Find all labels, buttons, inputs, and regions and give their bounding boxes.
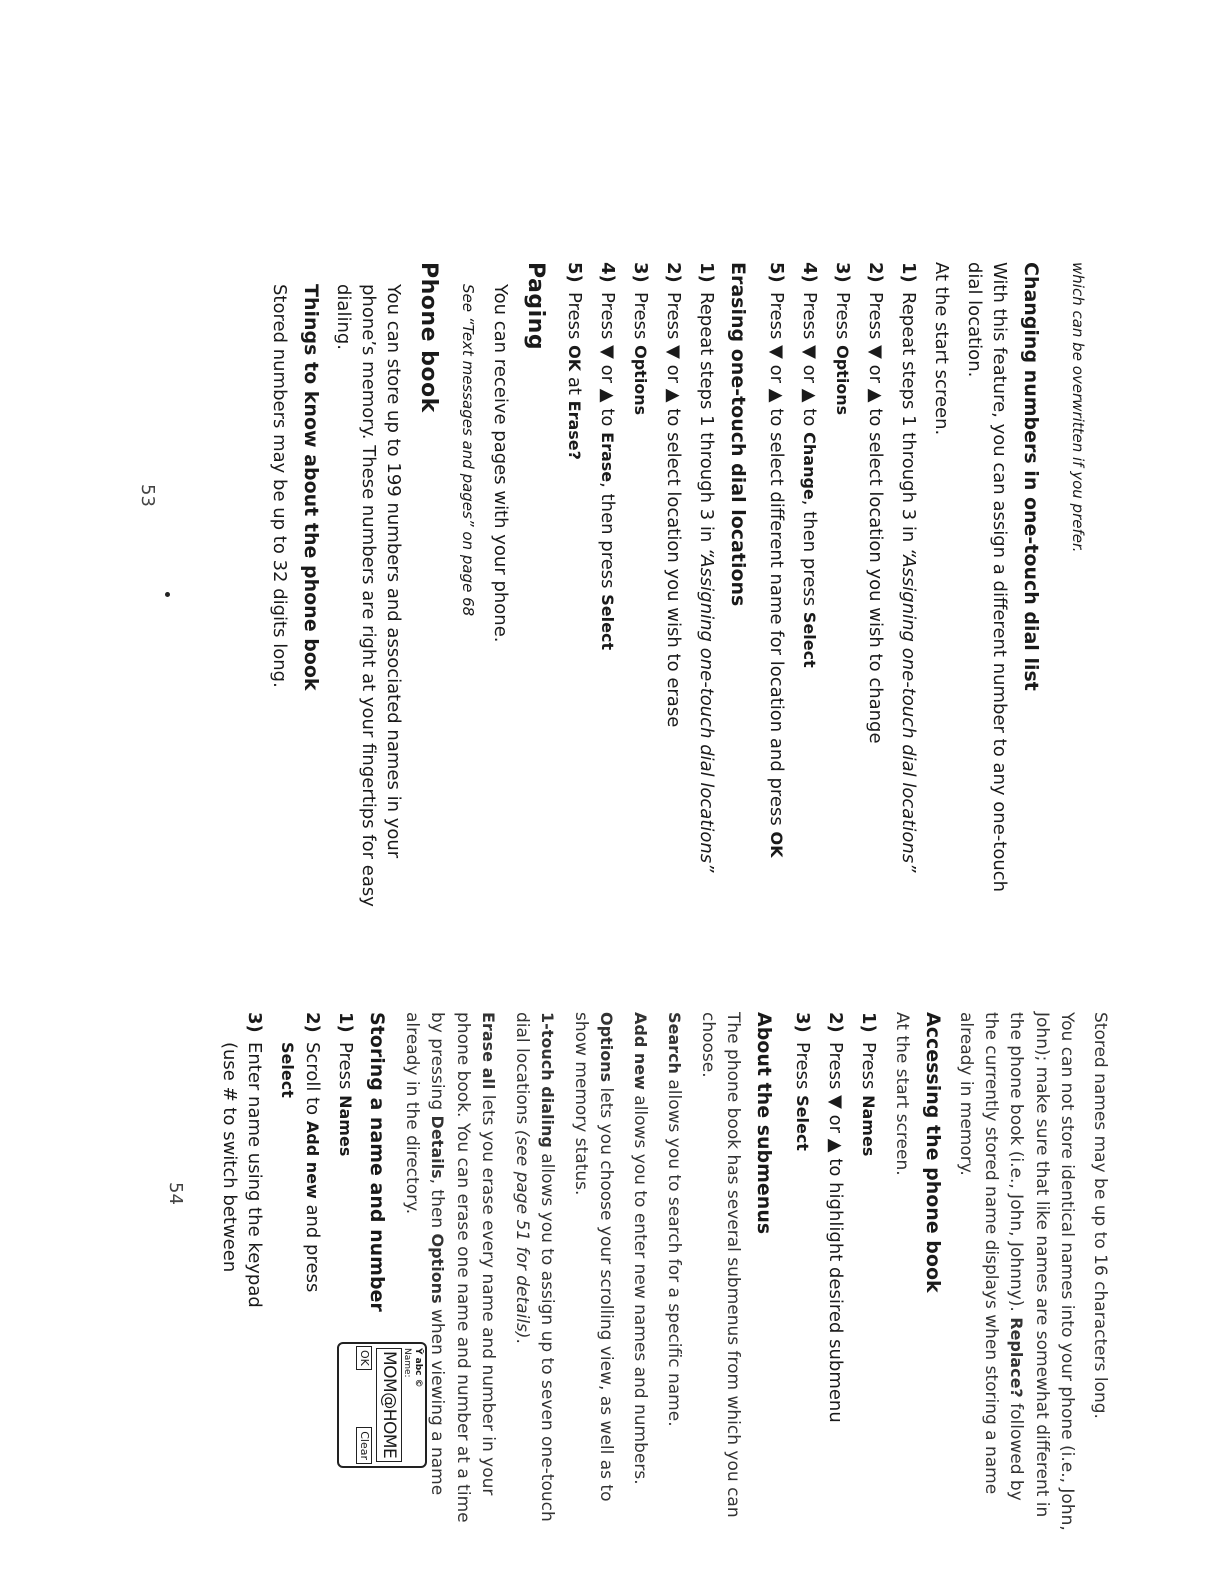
step-number: 4) [597, 262, 618, 283]
list-item [856, 1012, 881, 1532]
changing-intro: With this feature, you can assign a different number to any one-touch dial location. [964, 262, 1010, 893]
submenu-options: Options lets you choose your scrolling view, as well as to show memory status. [571, 1012, 616, 1502]
submenu-1-touch-dialing: 1-touch dialing allows you to assign up to seven one-touch dial locations (see page 51 for details). [512, 1012, 557, 1522]
list-item [333, 1012, 358, 1342]
identical-names-text: You can not store identical names into your phone (i.e., John, John); make sure that like names are somewhat different in the phone book (i.e., John, Johnny). Replace? followed by the currently stored name displays when storing a name already in memory. [956, 1012, 1077, 1531]
list-item [823, 1012, 848, 1532]
step-number: 2) [302, 1012, 323, 1033]
keyword: OK [565, 345, 584, 372]
keyword: Names [336, 1095, 355, 1157]
cross-reference: “Assigning one-touch dial locations” [696, 548, 717, 873]
step-number: 3) [244, 1012, 265, 1033]
submenus-title: About the submenus [753, 1012, 775, 1235]
step-number: 2) [865, 262, 886, 283]
step-text: Repeat steps 1 through 3 in “Assigning one-touch dial locations” [898, 292, 919, 873]
screen-name-value: MOM@HOME [376, 1348, 402, 1462]
keyword: Change [800, 432, 819, 500]
bullet-mark [165, 592, 170, 597]
step-text: Press ▼ or ▲ to Erase, then press Select [597, 292, 618, 651]
keyword: Options [597, 1012, 616, 1083]
step-number: 2) [825, 1012, 846, 1033]
step-text: Press ▼ or ▲ to highlight desired submenu [825, 1042, 846, 1423]
page-number: 53 [137, 484, 158, 507]
step-text: Press ▼ or ▲ to select different name for location and press OK [766, 292, 787, 858]
page-53 [130, 262, 1090, 922]
paging-see-reference: See “Text messages and pages” on page 68 [459, 284, 477, 617]
phonebook-title: Phone book [416, 262, 441, 413]
screen-status-bar: Ȳ abc © [413, 1348, 423, 1388]
softkey-clear: Clear [356, 1427, 372, 1464]
step-text: Press Names [335, 1042, 356, 1157]
keyword: Select [598, 594, 617, 651]
keyword: Search [665, 1012, 684, 1074]
step-number: 3) [832, 262, 853, 283]
step-number: 1) [696, 262, 717, 283]
cross-reference: (see page 51 for details) [512, 1129, 532, 1339]
screen-name-label: Name: [402, 1348, 412, 1378]
list-item [797, 262, 822, 922]
keyword: Names [859, 1095, 878, 1157]
keyword: Select [800, 611, 819, 668]
accessing-start: At the start screen. [892, 1012, 912, 1176]
page-54 [162, 1012, 1112, 1532]
softkey-ok: OK [356, 1346, 372, 1370]
keyword: Details [428, 1115, 447, 1179]
step-number: 5) [766, 262, 787, 283]
phone-screen-illustration [337, 1342, 427, 1468]
step-text: Press ▼ or ▲ to select location you wish to erase [663, 292, 684, 728]
submenu-search: Search allows you to search for a specific name. [664, 1012, 684, 1427]
keyword: Erase [598, 432, 617, 483]
list-item [694, 262, 719, 922]
step-number: 4) [799, 262, 820, 283]
changing-steps [764, 262, 921, 922]
step-number: 5) [564, 262, 585, 283]
submenus-intro: The phone book has several submenus from which you can choose. [698, 1012, 743, 1518]
step-number: 3) [630, 262, 651, 283]
list-item [275, 1012, 325, 1342]
list-item [764, 262, 789, 922]
list-item [217, 1012, 267, 1342]
step-text: Press ▼ or ▲ to Change, then press Select [799, 292, 820, 668]
keyword: Erase? [565, 400, 584, 460]
step-text: Press Select [792, 1042, 813, 1151]
keyword: Replace? [1007, 1317, 1026, 1398]
erasing-title: Erasing one-touch dial locations [727, 262, 749, 607]
step-text: Press Options [832, 292, 853, 416]
step-text: Press OK at Erase? [564, 292, 585, 460]
submenu-add-new: Add new allows you to enter new names and numbers. [630, 1012, 650, 1485]
step-text: Enter name using the keypad (use # to switch between [219, 1042, 265, 1308]
erasing-steps [562, 262, 719, 922]
step-number: 1) [898, 262, 919, 283]
things-title: Things to know about the phone book [300, 284, 322, 691]
top-note: which can be overwritten if you prefer. [1069, 262, 1087, 553]
keyword: Select [793, 1095, 812, 1151]
keyword: 1-touch dialing [538, 1012, 557, 1148]
keyword: Add new [631, 1012, 650, 1090]
keyword: Options [631, 345, 650, 416]
list-item [790, 1012, 815, 1532]
step-text: Press ▼ or ▲ to select location you wish to change [865, 292, 886, 744]
accessing-steps [790, 1012, 881, 1532]
list-item [595, 262, 620, 922]
step-text: Press Names [858, 1042, 879, 1157]
changing-start: At the start screen. [931, 262, 952, 436]
list-item [896, 262, 921, 922]
keyword: Options [833, 345, 852, 416]
page-number: 54 [165, 1182, 186, 1205]
step-text: Repeat steps 1 through 3 in “Assigning one-touch dial locations” [696, 292, 717, 873]
step-number: 1) [858, 1012, 879, 1033]
phonebook-text: You can store up to 199 numbers and associated names in your phone’s memory. These numbers are right at your fingertips for easy dialing. [333, 284, 404, 907]
keyword: Options [428, 1233, 447, 1304]
accessing-title: Accessing the phone book [922, 1012, 944, 1293]
screen-softkeys [356, 1346, 372, 1464]
list-item [661, 262, 686, 922]
keyword: Erase all [479, 1012, 498, 1090]
storing-steps [217, 1012, 358, 1342]
step-number: 2) [663, 262, 684, 283]
names-length-text: Stored names may be up to 16 characters long. [1090, 1012, 1110, 1419]
changing-title: Changing numbers in one-touch dial list [1020, 262, 1042, 691]
storing-title: Storing a name and number [366, 1012, 388, 1312]
keyword: Add new [303, 1120, 322, 1199]
paging-text: You can receive pages with your phone. [490, 284, 511, 643]
cross-reference: “Assigning one-touch dial locations” [898, 548, 919, 873]
things-text: Stored numbers may be up to 32 digits long. [269, 284, 290, 688]
keyword: OK [767, 831, 786, 858]
list-item [628, 262, 653, 922]
step-number: 1) [335, 1012, 356, 1033]
list-item [830, 262, 855, 922]
list-item [863, 262, 888, 922]
submenu-erase-all: Erase all lets you erase every name and number in your phone book. You can erase one name and number at a time by pressing Details, then Options when viewing a name already in the directory. [402, 1012, 498, 1523]
paging-title: Paging [523, 262, 548, 351]
step-number: 3) [792, 1012, 813, 1033]
list-item [562, 262, 587, 922]
step-text: Scroll to Add new and press Select [278, 1042, 323, 1293]
step-text: Press Options [630, 292, 651, 416]
keyword: Select [278, 1042, 297, 1098]
